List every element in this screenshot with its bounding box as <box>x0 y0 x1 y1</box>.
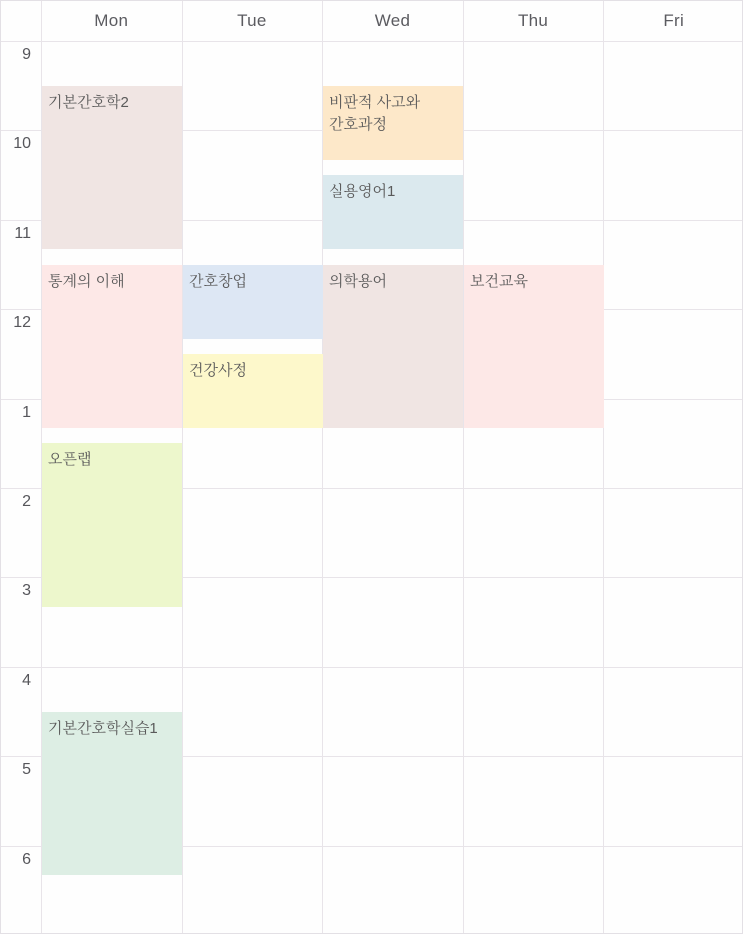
day-header-mon: Mon <box>94 11 129 30</box>
event-statistics-understanding[interactable] <box>42 265 182 429</box>
hour-label-12: 12 <box>13 314 31 332</box>
event-title: 기본간호학2 <box>48 93 129 111</box>
event-title: 비판적 사고와 간호과정 <box>329 93 421 133</box>
hour-label-4: 4 <box>22 671 31 689</box>
hour-label-1: 1 <box>22 403 31 421</box>
event-title: 실용영어1 <box>329 183 396 201</box>
event-fundamental-nursing-2[interactable] <box>42 86 182 250</box>
event-open-lab[interactable] <box>42 443 182 607</box>
event-nursing-startup[interactable] <box>183 265 323 339</box>
grid-line-vertical <box>463 1 464 933</box>
hour-label-6: 6 <box>22 850 31 868</box>
event-critical-thinking-and-nursing-process[interactable] <box>323 86 463 160</box>
event-title: 통계의 이해 <box>48 272 125 290</box>
day-header-fri: Fri <box>663 11 685 30</box>
hour-label-5: 5 <box>22 761 31 779</box>
day-header-tue: Tue <box>237 11 267 30</box>
event-practical-english-1[interactable] <box>323 175 463 249</box>
grid-line-vertical <box>603 1 604 933</box>
grid-line-horizontal <box>1 41 742 42</box>
event-title: 의학용어 <box>329 272 387 290</box>
event-title: 간호창업 <box>189 272 247 290</box>
hour-label-3: 3 <box>22 582 31 600</box>
hour-label-11: 11 <box>14 224 31 242</box>
grid-line-horizontal <box>1 667 742 668</box>
event-title: 기본간호학실습1 <box>48 719 158 737</box>
event-title: 건강사정 <box>189 361 247 379</box>
grid-line-vertical <box>182 1 183 933</box>
day-header-thu: Thu <box>517 11 549 30</box>
event-title: 오픈랩 <box>48 451 92 469</box>
event-medical-terminology[interactable] <box>323 265 463 429</box>
hour-label-2: 2 <box>22 493 31 510</box>
event-health-assessment[interactable] <box>183 354 323 428</box>
hour-label-9: 9 <box>22 46 31 63</box>
event-title: 보건교육 <box>470 272 528 290</box>
day-header-wed: Wed <box>374 11 411 30</box>
hour-label-10: 10 <box>13 135 31 153</box>
event-health-education[interactable] <box>464 265 604 429</box>
event-fundamental-nursing-practice-1[interactable] <box>42 712 182 876</box>
